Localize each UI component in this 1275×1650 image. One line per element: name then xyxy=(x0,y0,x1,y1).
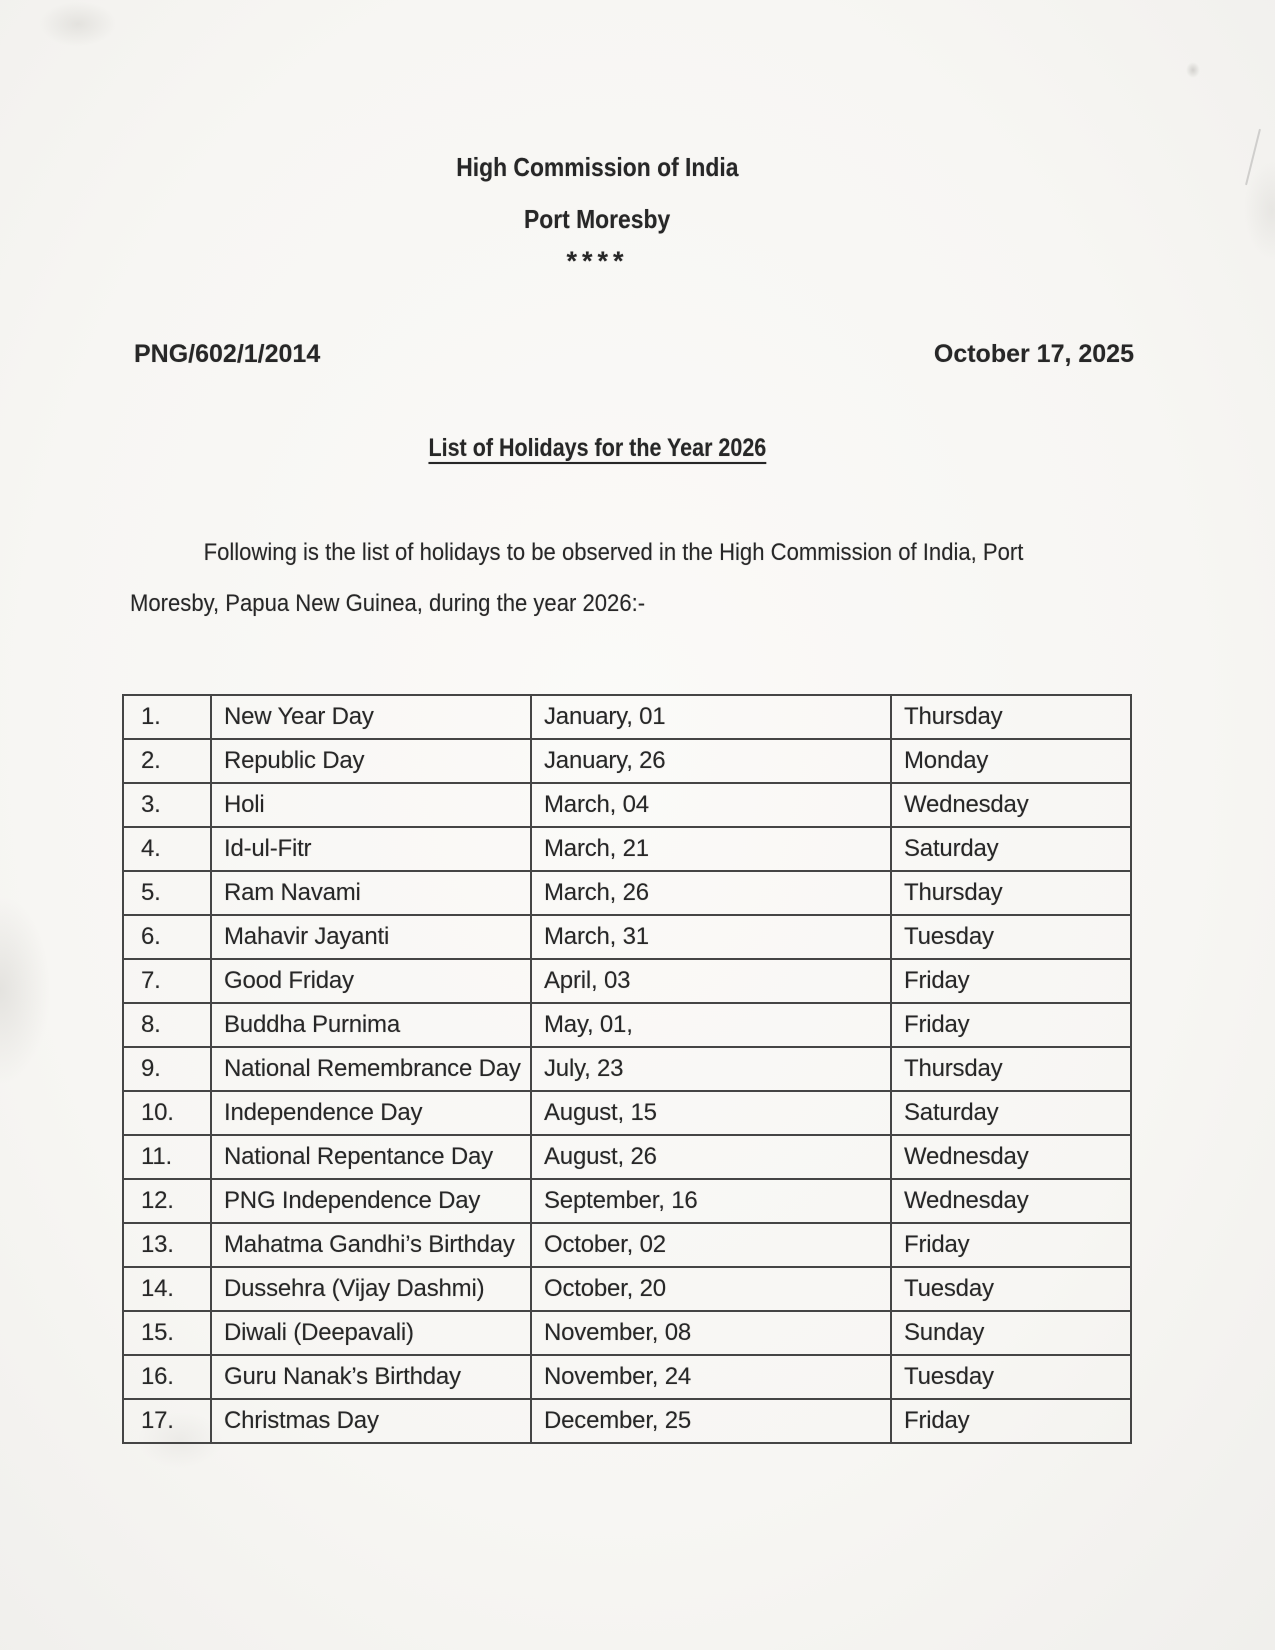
cell-weekday: Friday xyxy=(891,1223,1131,1267)
holidays-table xyxy=(122,694,1132,1444)
intro-line-2: Moresby, Papua New Guinea, during the year 2026:- xyxy=(130,590,646,617)
cell-weekday: Friday xyxy=(891,1003,1131,1047)
cell-date: October, 20 xyxy=(531,1267,891,1311)
reference-number: PNG/602/1/2014 xyxy=(134,340,321,368)
cell-date: March, 04 xyxy=(531,783,891,827)
table-row xyxy=(123,959,1131,1003)
table-row xyxy=(123,1355,1131,1399)
document-date: October 17, 2025 xyxy=(933,340,1134,368)
cell-date: September, 16 xyxy=(531,1179,891,1223)
cell-holiday-name: National Remembrance Day xyxy=(211,1047,531,1091)
cell-serial: 14. xyxy=(123,1267,211,1311)
cell-serial: 3. xyxy=(123,783,211,827)
table-row xyxy=(123,1179,1131,1223)
cell-serial: 6. xyxy=(123,915,211,959)
table-row xyxy=(123,1399,1131,1443)
cell-serial: 2. xyxy=(123,739,211,783)
cell-holiday-name: Good Friday xyxy=(211,959,531,1003)
cell-holiday-name: Christmas Day xyxy=(211,1399,531,1443)
table-row xyxy=(123,1135,1131,1179)
table-row xyxy=(123,783,1131,827)
cell-weekday: Thursday xyxy=(891,695,1131,739)
cell-serial: 11. xyxy=(123,1135,211,1179)
table-row xyxy=(123,1003,1131,1047)
cell-holiday-name: Id-ul-Fitr xyxy=(211,827,531,871)
letterhead-organization-text: High Commission of India xyxy=(456,152,739,182)
reference-row xyxy=(134,340,1134,369)
holidays-table-body xyxy=(123,695,1131,1443)
intro-line-1: Following is the list of holidays to be observed in the High Commission of India, Port xyxy=(203,539,1024,566)
cell-weekday: Wednesday xyxy=(891,1179,1131,1223)
cell-weekday: Tuesday xyxy=(891,1267,1131,1311)
cell-serial: 12. xyxy=(123,1179,211,1223)
cell-holiday-name: Buddha Purnima xyxy=(211,1003,531,1047)
cell-date: April, 03 xyxy=(531,959,891,1003)
intro-paragraph xyxy=(130,527,1101,629)
cell-date: March, 31 xyxy=(531,915,891,959)
scan-artifact-smudge xyxy=(1186,62,1200,78)
letterhead-organization xyxy=(75,152,1120,183)
table-row xyxy=(123,1047,1131,1091)
cell-date: January, 01 xyxy=(531,695,891,739)
cell-holiday-name: Dussehra (Vijay Dashmi) xyxy=(211,1267,531,1311)
cell-holiday-name: Mahatma Gandhi’s Birthday xyxy=(211,1223,531,1267)
cell-serial: 1. xyxy=(123,695,211,739)
table-row xyxy=(123,695,1131,739)
cell-holiday-name: Guru Nanak’s Birthday xyxy=(211,1355,531,1399)
cell-date: August, 15 xyxy=(531,1091,891,1135)
cell-holiday-name: National Repentance Day xyxy=(211,1135,531,1179)
cell-weekday: Saturday xyxy=(891,827,1131,871)
cell-date: November, 08 xyxy=(531,1311,891,1355)
cell-date: November, 24 xyxy=(531,1355,891,1399)
cell-date: July, 23 xyxy=(531,1047,891,1091)
table-row xyxy=(123,827,1131,871)
cell-serial: 7. xyxy=(123,959,211,1003)
cell-date: August, 26 xyxy=(531,1135,891,1179)
cell-weekday: Thursday xyxy=(891,1047,1131,1091)
cell-holiday-name: Independence Day xyxy=(211,1091,531,1135)
cell-weekday: Monday xyxy=(891,739,1131,783)
letterhead-location xyxy=(75,204,1120,235)
cell-serial: 10. xyxy=(123,1091,211,1135)
table-row xyxy=(123,1267,1131,1311)
cell-date: October, 02 xyxy=(531,1223,891,1267)
cell-holiday-name: New Year Day xyxy=(211,695,531,739)
table-row xyxy=(123,1223,1131,1267)
cell-holiday-name: PNG Independence Day xyxy=(211,1179,531,1223)
cell-holiday-name: Diwali (Deepavali) xyxy=(211,1311,531,1355)
cell-weekday: Wednesday xyxy=(891,1135,1131,1179)
table-row xyxy=(123,871,1131,915)
cell-serial: 8. xyxy=(123,1003,211,1047)
cell-date: March, 21 xyxy=(531,827,891,871)
letterhead-separator: **** xyxy=(566,246,629,276)
letterhead-location-text: Port Moresby xyxy=(524,204,671,234)
cell-serial: 17. xyxy=(123,1399,211,1443)
cell-weekday: Friday xyxy=(891,959,1131,1003)
table-row xyxy=(123,1091,1131,1135)
table-row xyxy=(123,915,1131,959)
cell-date: December, 25 xyxy=(531,1399,891,1443)
cell-serial: 4. xyxy=(123,827,211,871)
cell-weekday: Saturday xyxy=(891,1091,1131,1135)
cell-serial: 16. xyxy=(123,1355,211,1399)
cell-weekday: Friday xyxy=(891,1399,1131,1443)
cell-holiday-name: Republic Day xyxy=(211,739,531,783)
cell-date: January, 26 xyxy=(531,739,891,783)
document-title-wrap xyxy=(75,434,1120,463)
cell-weekday: Thursday xyxy=(891,871,1131,915)
table-row xyxy=(123,739,1131,783)
document-title: List of Holidays for the Year 2026 xyxy=(428,434,767,462)
table-row xyxy=(123,1311,1131,1355)
cell-holiday-name: Holi xyxy=(211,783,531,827)
scan-artifact-scratch xyxy=(1245,129,1261,186)
cell-weekday: Tuesday xyxy=(891,1355,1131,1399)
cell-weekday: Wednesday xyxy=(891,783,1131,827)
cell-date: March, 26 xyxy=(531,871,891,915)
cell-weekday: Tuesday xyxy=(891,915,1131,959)
cell-serial: 15. xyxy=(123,1311,211,1355)
cell-holiday-name: Mahavir Jayanti xyxy=(211,915,531,959)
cell-serial: 13. xyxy=(123,1223,211,1267)
cell-holiday-name: Ram Navami xyxy=(211,871,531,915)
cell-serial: 5. xyxy=(123,871,211,915)
cell-weekday: Sunday xyxy=(891,1311,1131,1355)
cell-serial: 9. xyxy=(123,1047,211,1091)
cell-date: May, 01, xyxy=(531,1003,891,1047)
